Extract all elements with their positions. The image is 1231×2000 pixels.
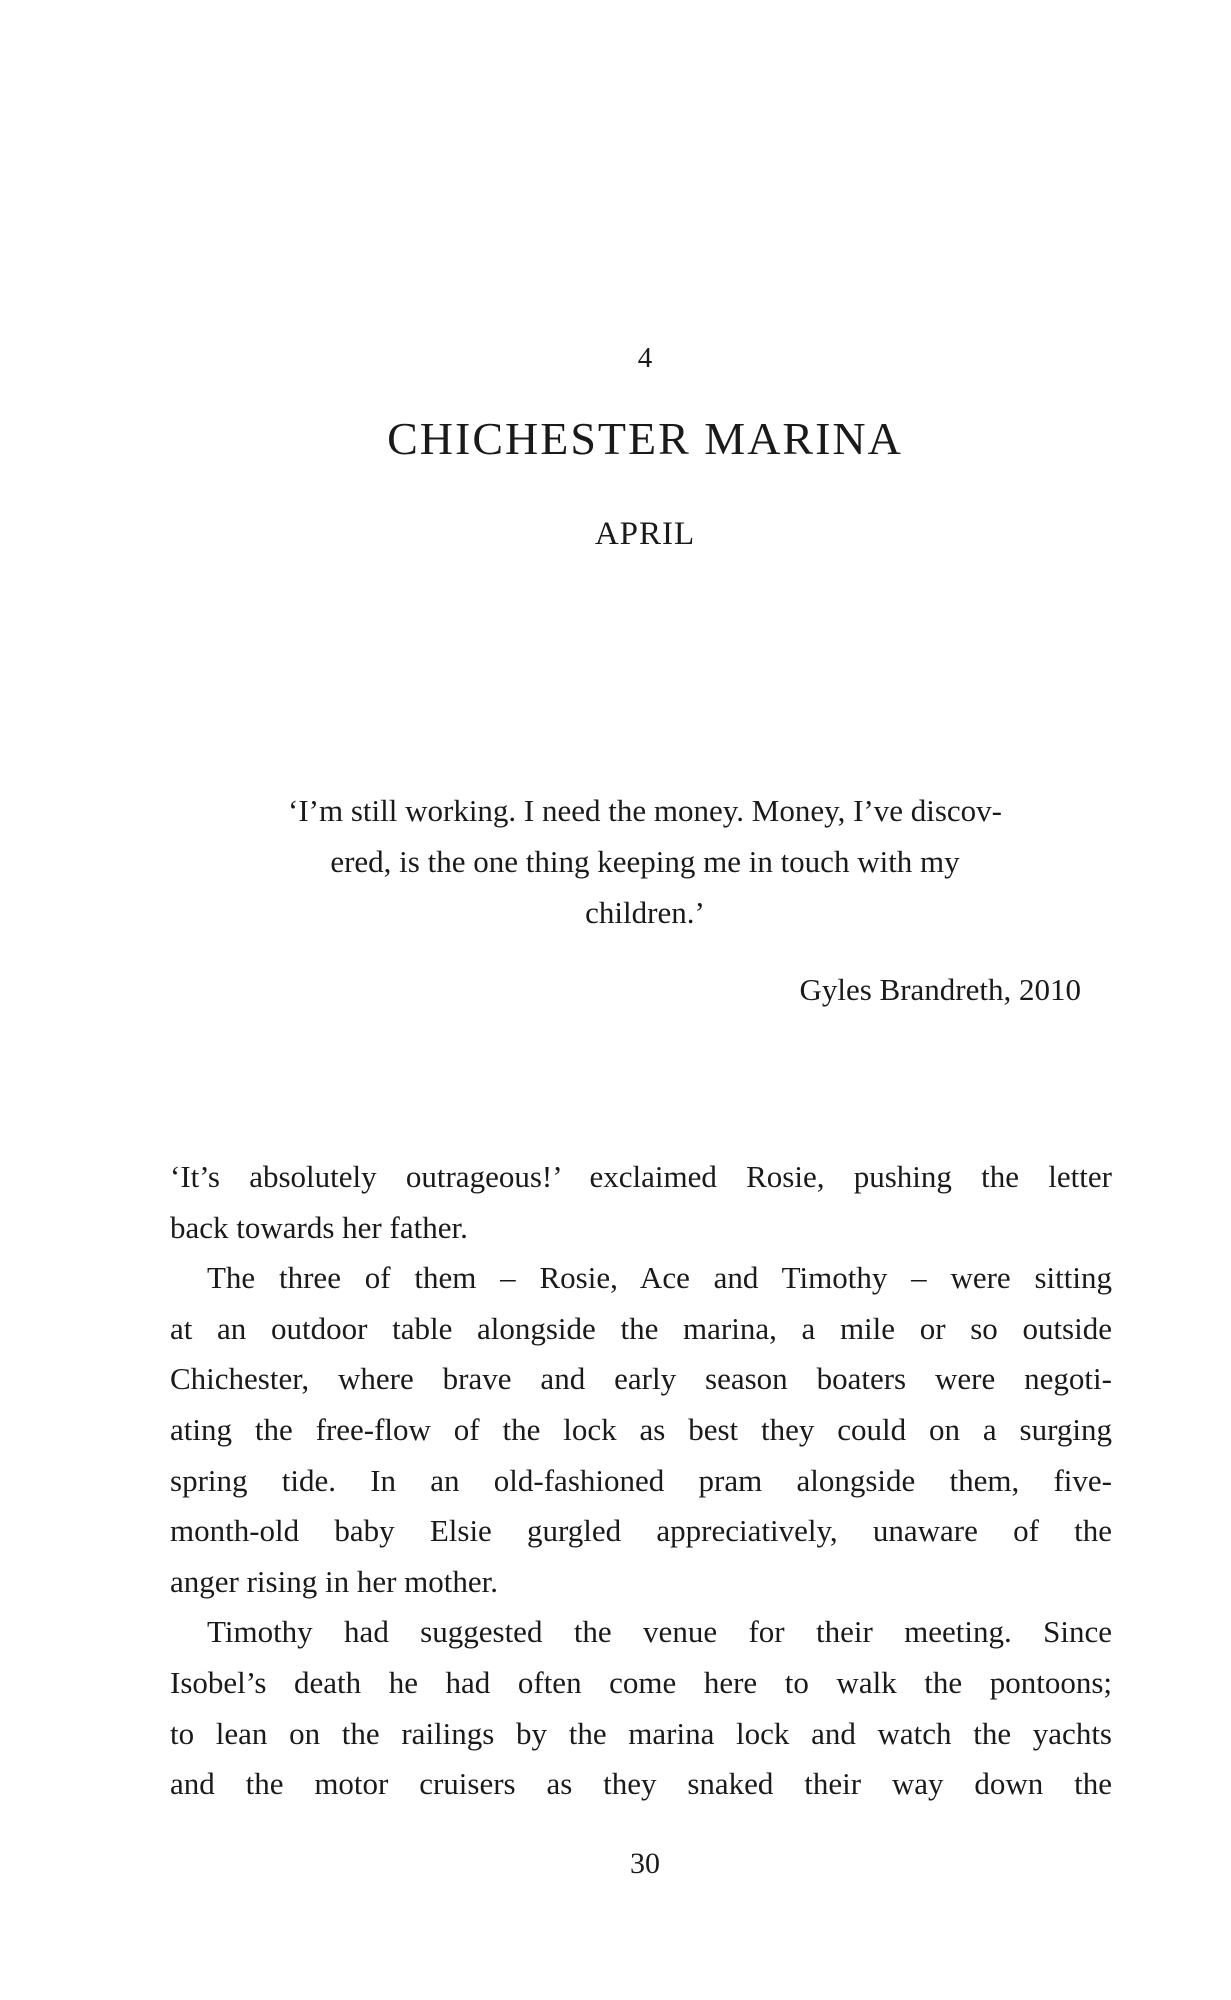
body-line: spring tide. In an old-fashioned pram alongside them, five- [170, 1462, 1112, 1498]
body-line: Timothy had suggested the venue for their meeting. Since [207, 1614, 1112, 1650]
body-line: Isobel’s death he had often come here to walk the pontoons; [170, 1664, 1112, 1700]
epigraph-line: ‘I’m still working. I need the money. Money, I’ve discov- [288, 793, 1002, 828]
body-line: The three of them – Rosie, Ace and Timothy – were sitting [207, 1260, 1112, 1296]
body-text [170, 1152, 1112, 1810]
chapter-number: 4 [637, 342, 653, 374]
epigraph-quote [220, 785, 1070, 938]
body-line: ‘It’s absolutely outrageous!’ exclaimed Rosie, pushing the letter [170, 1159, 1112, 1194]
body-line: back towards her father. [170, 1209, 468, 1245]
body-line: Chichester, where brave and early season boaters were negoti- [170, 1361, 1112, 1397]
body-line: ating the free-flow of the lock as best they could on a surging [170, 1411, 1112, 1447]
chapter-subtitle: APRIL [594, 516, 696, 552]
page-number: 30 [630, 1847, 660, 1880]
body-line: to lean on the railings by the marina lock and watch the yachts [170, 1715, 1112, 1751]
chapter-title: CHICHESTER MARINA [387, 413, 903, 464]
body-line: month-old baby Elsie gurgled appreciatively, unaware of the [170, 1513, 1112, 1549]
body-line: and the motor cruisers as they snaked their way down the [170, 1766, 1112, 1802]
epigraph-line: ered, is the one thing keeping me in touch with my [330, 844, 960, 879]
body-line: anger rising in her mother. [170, 1563, 498, 1599]
body-line: at an outdoor table alongside the marina, a mile or so outside [170, 1310, 1112, 1346]
epigraph-line: children.’ [585, 895, 705, 930]
epigraph-attribution: Gyles Brandreth, 2010 [799, 972, 1081, 1007]
